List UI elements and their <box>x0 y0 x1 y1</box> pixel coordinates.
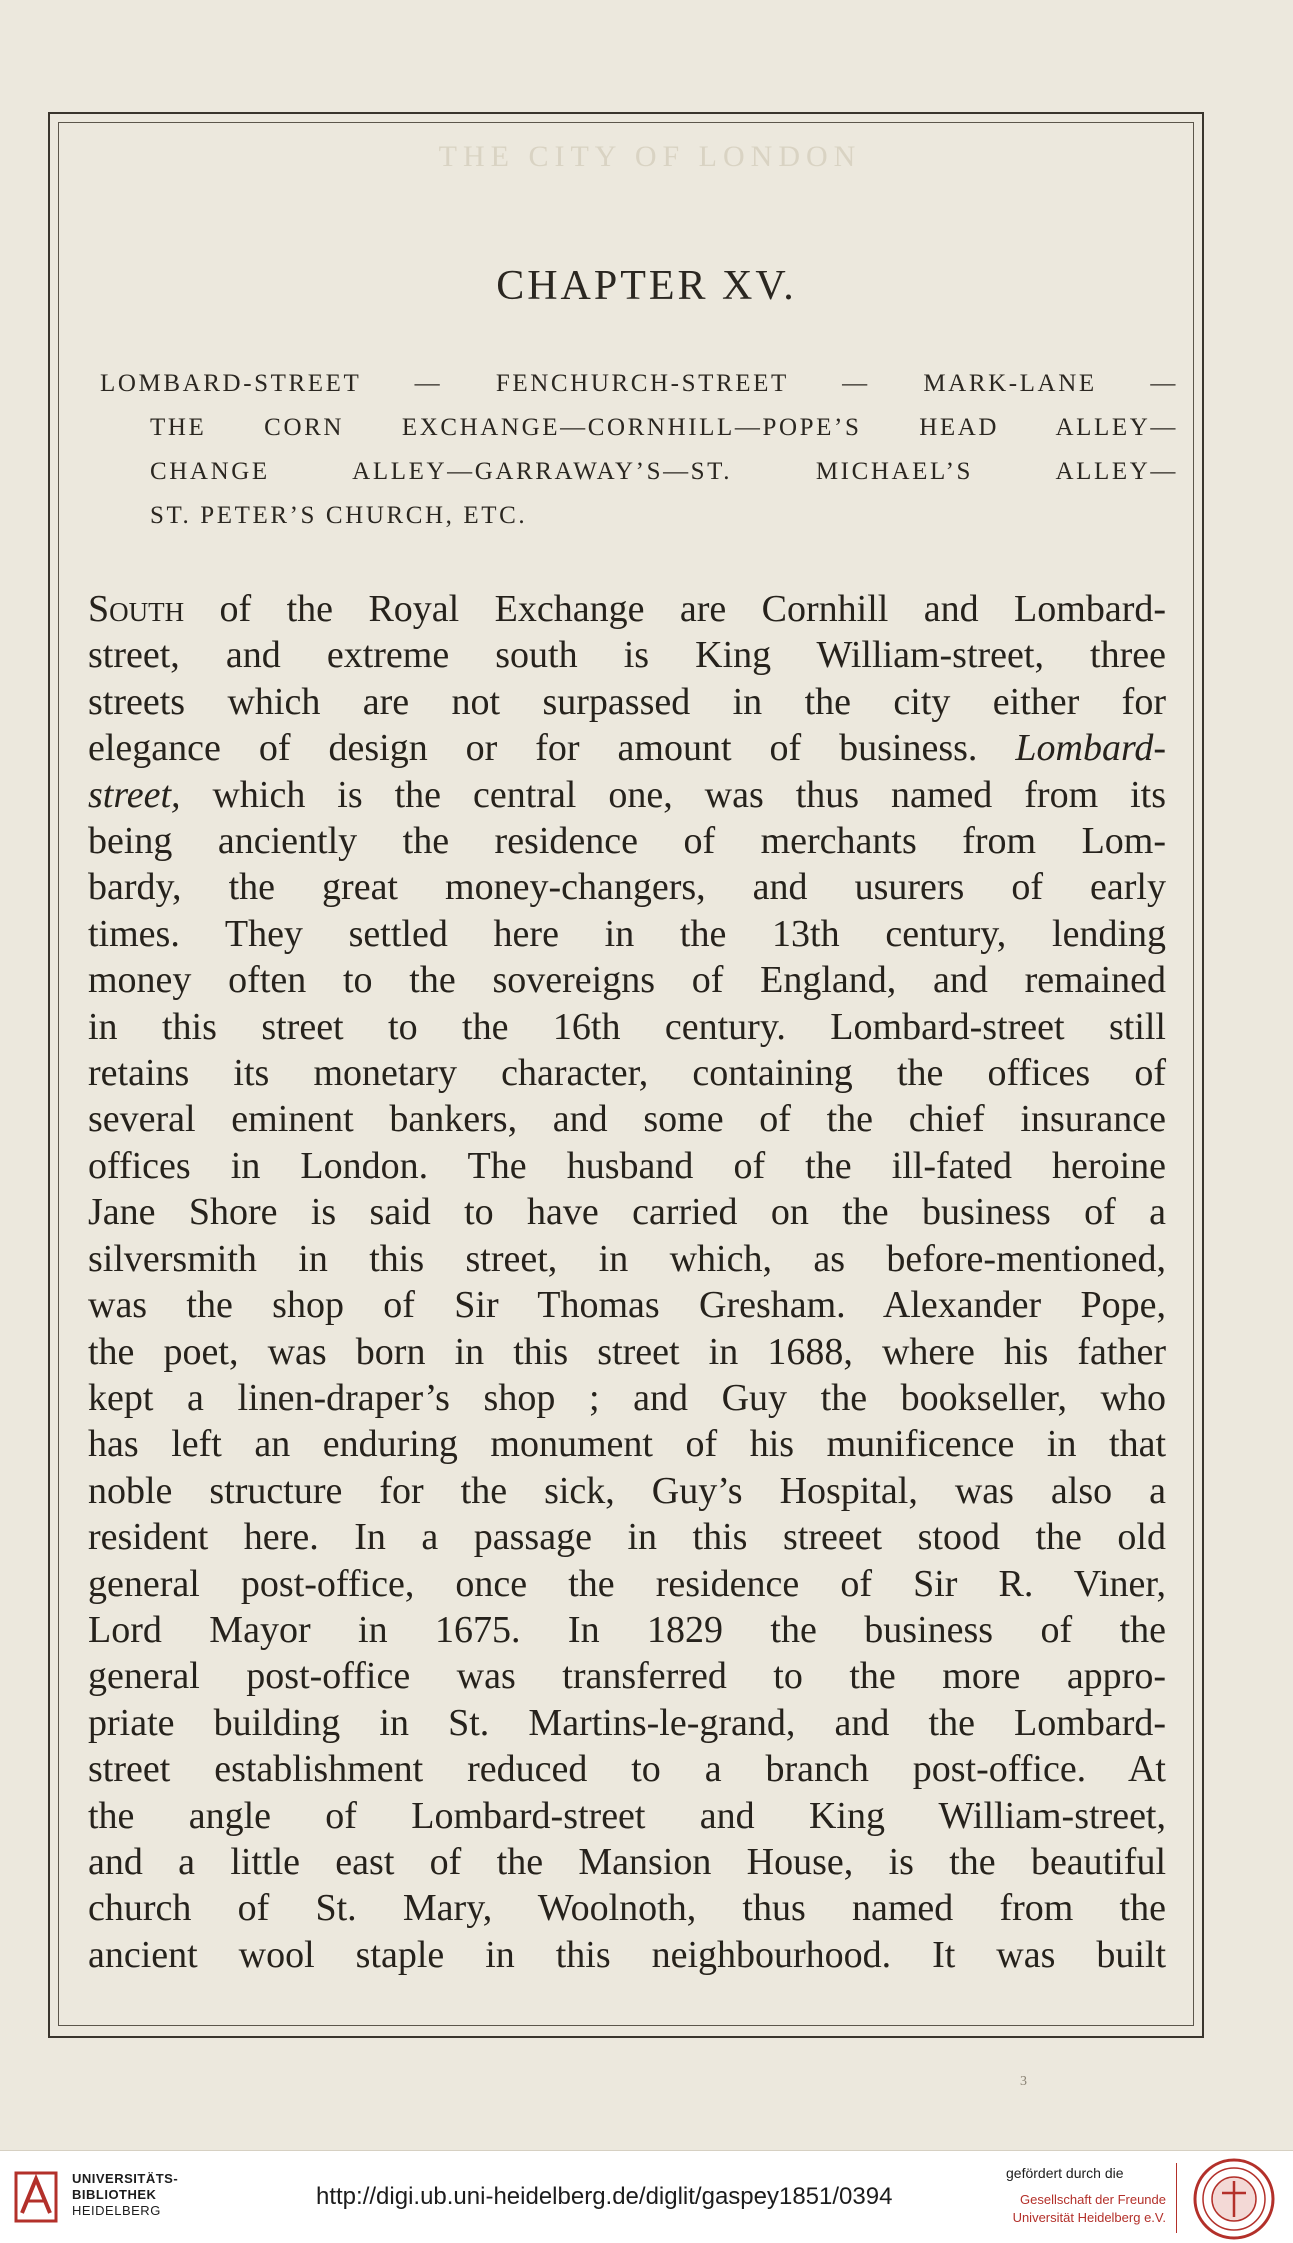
society-name-line: Universität Heidelberg e.V. <box>1012 2210 1166 2225</box>
body-line: silversmith in this street, in which, as before-mentioned, <box>88 1237 1166 1280</box>
body-line: was the shop of Sir Thomas Gresham. Alexander Pope, <box>88 1284 1166 1327</box>
university-library-logo-icon[interactable] <box>14 2169 58 2225</box>
society-name-line: Gesellschaft der Freunde <box>1020 2192 1166 2207</box>
body-line: has left an enduring monument of his munificence in that <box>88 1423 1166 1466</box>
drop-word: South <box>88 588 185 630</box>
body-line: street establishment reduced to a branch post-office. At <box>88 1748 1166 1791</box>
body-line: offices in London. The husband of the ill-fated heroine <box>88 1144 1166 1187</box>
italic-term: Lombard- <box>1015 727 1166 770</box>
body-line: and a little east of the Mansion House, is the beautiful <box>88 1840 1166 1883</box>
body-line: street, and extreme south is King William-street, three <box>88 634 1166 677</box>
body-text <box>88 586 1166 1978</box>
university-library-name <box>72 2171 178 2219</box>
body-line: being anciently the residence of merchants from Lom- <box>88 820 1166 863</box>
body-line: general post-office, once the residence of Sir R. Viner, <box>88 1562 1166 1605</box>
body-line: in this street to the 16th century. Lombard-street still <box>88 1005 1166 1048</box>
body-line: general post-office was transferred to the more appro- <box>88 1655 1166 1698</box>
body-line: several eminent bankers, and some of the chief insurance <box>88 1098 1166 1141</box>
body-line: times. They settled here in the 13th century, lending <box>88 912 1166 955</box>
university-name-line: HEIDELBERG <box>72 2203 161 2218</box>
body-line <box>88 586 1166 632</box>
body-line: Jane Shore is said to have carried on the business of a <box>88 1191 1166 1234</box>
university-name-line: UNIVERSITÄTS- <box>72 2171 179 2186</box>
chapter-title: CHAPTER XV. <box>496 263 797 309</box>
body-line: money often to the sovereigns of England, and remained <box>88 959 1166 1002</box>
body-line: noble structure for the sick, Guy’s Hospital, was also a <box>88 1469 1166 1512</box>
synopsis-line: ST. PETER’S CHURCH, ETC. <box>150 502 528 529</box>
body-line: retains its monetary character, containing the offices of <box>88 1052 1166 1095</box>
body-line: Lord Mayor in 1675. In 1829 the business of the <box>88 1608 1166 1651</box>
body-line <box>88 725 1166 771</box>
synopsis-line: LOMBARD-STREET — FENCHURCH-STREET — MARK-LANE — <box>100 370 1178 397</box>
body-line: church of St. Mary, Woolnoth, thus named from the <box>88 1887 1166 1930</box>
body-line-text: of the Royal Exchange are Cornhill and Lombard- <box>184 588 1166 630</box>
footer-divider <box>1176 2163 1177 2233</box>
synopsis-line: THE CORN EXCHANGE—CORNHILL—POPE’S HEAD ALLEY— <box>150 414 1178 441</box>
chapter-synopsis <box>100 362 1178 538</box>
page-mark: 3 <box>1020 2074 1027 2089</box>
body-line: bardy, the great money-changers, and usurers of early <box>88 866 1166 909</box>
body-line <box>88 772 1166 818</box>
italic-term: street, <box>88 773 181 816</box>
synopsis-line: CHANGE ALLEY—GARRAWAY’S—ST. MICHAEL’S ALLEY— <box>150 458 1178 485</box>
footer-bar <box>0 2150 1293 2243</box>
university-seal-icon[interactable] <box>1192 2157 1276 2241</box>
body-line: the angle of Lombard-street and King William-street, <box>88 1794 1166 1837</box>
body-line: resident here. In a passage in this streeet stood the old <box>88 1516 1166 1559</box>
permalink-url[interactable]: http://digi.ub.uni-heidelberg.de/diglit/gaspey1851/0394 <box>316 2183 893 2210</box>
body-line: priate building in St. Martins-le-grand, and the Lombard- <box>88 1701 1166 1744</box>
body-line-text: elegance of design or for amount of business. <box>88 727 1016 770</box>
society-name[interactable] <box>1006 2191 1166 2227</box>
university-name-line: BIBLIOTHEK <box>72 2187 157 2202</box>
funded-by-label: gefördert durch die <box>1006 2165 1124 2181</box>
body-line: kept a linen-draper’s shop ; and Guy the bookseller, who <box>88 1376 1166 1419</box>
body-line: the poet, was born in this street in 1688, where his father <box>88 1330 1166 1373</box>
show-through-running-head: THE CITY OF LONDON <box>438 140 862 173</box>
body-line: ancient wool staple in this neighbourhood. It was built <box>88 1933 1166 1976</box>
body-line: streets which are not surpassed in the city either for <box>88 680 1166 723</box>
body-line-text: which is the central one, was thus named from its <box>180 773 1166 816</box>
